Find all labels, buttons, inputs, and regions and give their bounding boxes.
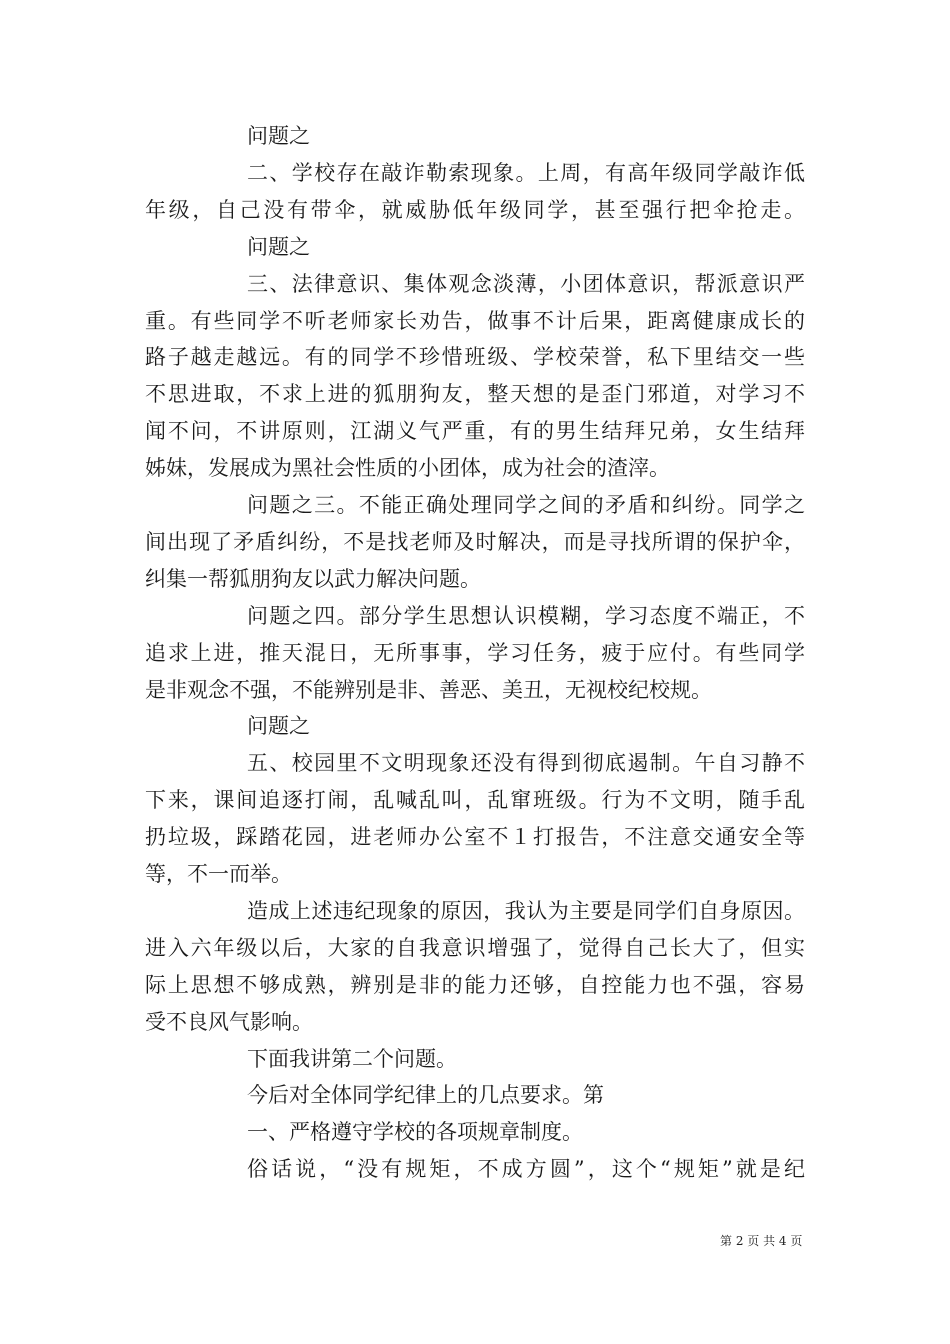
text-line: 二、学校存在敲诈勒索现象。上周，有高年级同学敲诈低 (247, 160, 805, 185)
text-line: 一、严格遵守学校的各项规章制度。 (247, 1120, 583, 1145)
text-line: 今后对全体同学纪律上的几点要求。第 (247, 1083, 604, 1108)
text-line: 重。有些同学不听老师家长劝告，做事不计后果，距离健康成长的 (145, 308, 805, 333)
text-line: 年级，自己没有带伞，就威胁低年级同学，甚至强行把伞抢走。 (145, 197, 805, 222)
text-line: 进入六年级以后，大家的自我意识增强了，觉得自己长大了，但实 (145, 935, 805, 960)
text-line: 追求上进，推天混日，无所事事，学习任务，疲于应付。有些同学 (145, 640, 805, 665)
text-line: 问题之 (247, 714, 310, 739)
page-number: 第 2 页 共 4 页 (720, 1234, 803, 1248)
text-line: 下来，课间追逐打闹，乱喊乱叫，乱窜班级。行为不文明，随手乱 (145, 788, 805, 813)
text-line: 不思进取，不求上进的狐朋狗友，整天想的是歪门邪道，对学习不 (145, 382, 805, 407)
text-line: 受不良风气影响。 (145, 1009, 313, 1034)
text-line: 际上思想不够成熟，辨别是非的能力还够，自控能力也不强，容易 (145, 972, 805, 997)
text-line: 问题之四。部分学生思想认识模糊，学习态度不端正，不 (247, 603, 805, 628)
text-line: 问题之三。不能正确处理同学之间的矛盾和纠纷。同学之 (247, 493, 805, 517)
text-line: 造成上述违纪现象的原因，我认为主要是同学们自身原因。 (247, 898, 805, 923)
text-line: 纠集一帮狐朋狗友以武力解决问题。 (145, 566, 481, 591)
text-line: 扔垃圾，踩踏花园，进老师办公室不１打报告，不注意交通安全等 (145, 825, 805, 850)
text-line: 五、校园里不文明现象还没有得到彻底遏制。午自习静不 (247, 751, 805, 776)
text-line: 等，不一而举。 (145, 862, 292, 886)
text-line: 间出现了矛盾纠纷，不是找老师及时解决，而是寻找所谓的保护伞， (145, 529, 805, 554)
text-line: 俗话说，“没有规矩，不成方圆”，这个“规矩”就是纪 (247, 1157, 805, 1182)
text-line: 是非观念不强，不能辨别是非、善恶、美丑，无视校纪校规。 (145, 677, 712, 702)
text-line: 路子越走越远。有的同学不珍惜班级、学校荣誉，私下里结交一些 (145, 345, 805, 370)
text-line: 问题之 (247, 124, 310, 148)
text-line: 三、法律意识、集体观念淡薄，小团体意识，帮派意识严 (247, 271, 805, 296)
text-line: 闻不问，不讲原则，江湖义气严重，有的男生结拜兄弟，女生结拜 (145, 419, 805, 444)
text-line: 问题之 (247, 234, 310, 259)
text-line: 下面我讲第二个问题。 (247, 1046, 457, 1071)
text-line: 姊妹，发展成为黑社会性质的小团体，成为社会的渣滓。 (145, 456, 670, 481)
